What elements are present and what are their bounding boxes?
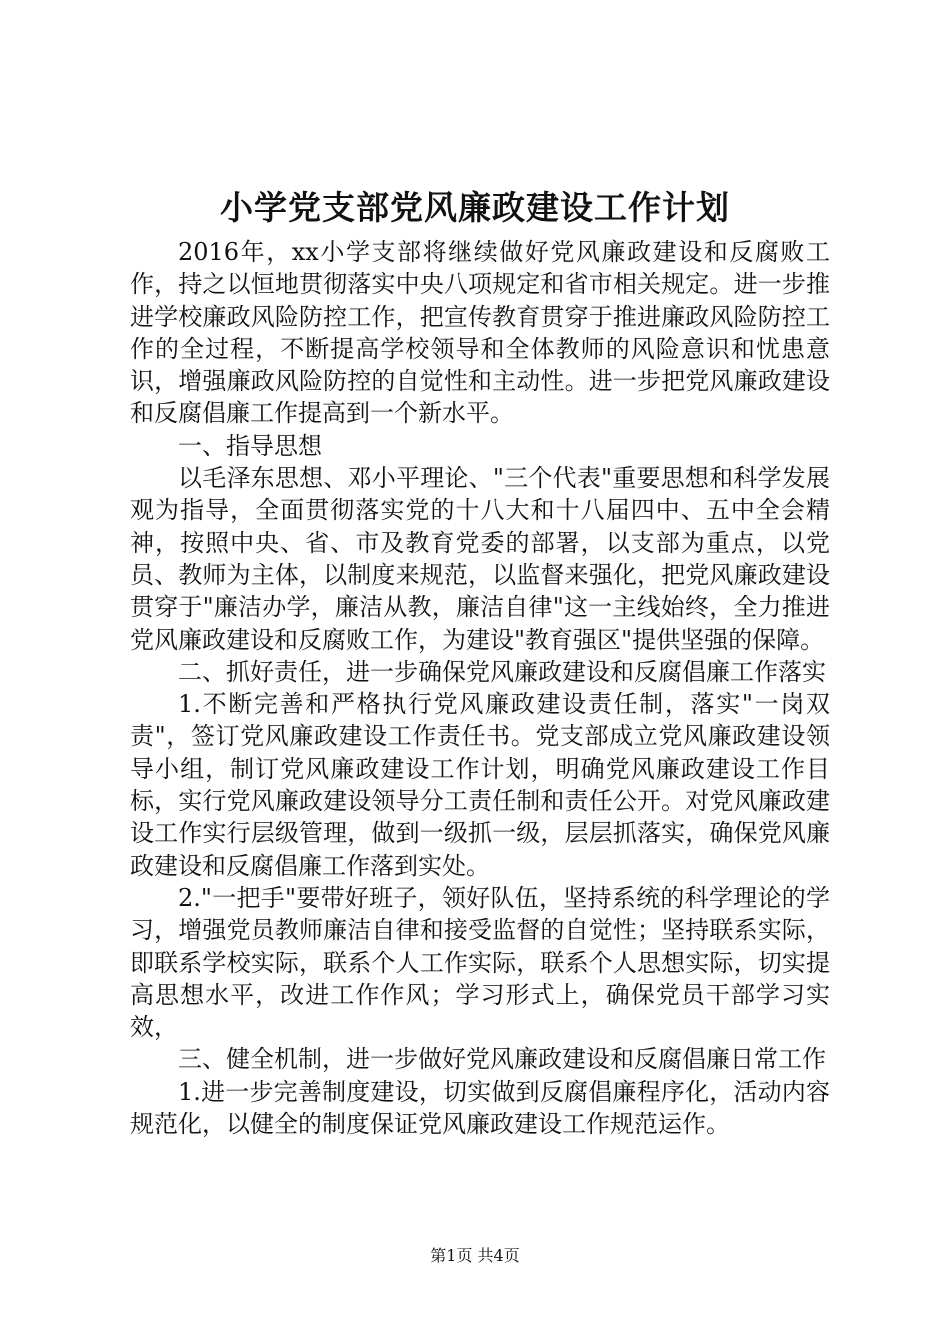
section-heading-responsibility: 二、抓好责任，进一步确保党风廉政建设和反腐倡廉工作落实 xyxy=(178,657,826,686)
responsibility-item-2: 2."一把手"要带好班子，领好队伍，坚持系统的科学理论的学习，增强党员教师廉洁自律和接受监督的自觉性；坚持联系实际，即联系学校实际，联系个人工作实际，联系个人思想实际，切实提高思想水平，改进工作作风；学习形式上，确保党员干部学习实效， xyxy=(130,883,830,1042)
section-heading-mechanism: 三、健全机制，进一步做好党风廉政建设和反腐倡廉日常工作 xyxy=(178,1045,826,1074)
intro-paragraph: 2016年，xx小学支部将继续做好党风廉政建设和反腐败工作，持之以恒地贯彻落实中央八项规定和省市相关规定。进一步推进学校廉政风险防控工作，把宣传教育贯穿于推进廉政风险防控工作的全过程，不断提高学校领导和全体教师的风险意识和忧患意识，增强廉政风险防控的自觉性和主动性。进一步把党风廉政建设和反腐倡廉工作提高到一个新水平。 xyxy=(130,238,830,428)
guiding-ideology-paragraph: 以毛泽东思想、邓小平理论、"三个代表"重要思想和科学发展观为指导，全面贯彻落实党的十八大和十八届四中、五中全会精神，按照中央、省、市及教育党委的部署，以支部为重点，以党员、教师为主体，以制度来规范，以监督来强化，把党风廉政建设贯穿于"廉洁办学，廉洁从教，廉洁自律"这一主线始终，全力推进党风廉政建设和反腐败工作，为建设"教育强区"提供坚强的保障。 xyxy=(130,464,830,654)
document-body xyxy=(130,236,830,1140)
responsibility-item-1: 1.不断完善和严格执行党风廉政建设责任制，落实"一岗双责"，签订党风廉政建设工作责任书。党支部成立党风廉政建设领导小组，制订党风廉政建设工作计划，明确党风廉政建设工作目标，实行党风廉政建设领导分工责任制和责任公开。对党风廉政建设工作实行层级管理，做到一级抓一级，层层抓落实，确保党风廉政建设和反腐倡廉工作落到实处。 xyxy=(130,690,830,880)
section-heading-guiding-ideology: 一、指导思想 xyxy=(178,431,322,460)
mechanism-item-1: 1.进一步完善制度建设，切实做到反腐倡廉程序化，活动内容规范化，以健全的制度保证党风廉政建设工作规范运作。 xyxy=(130,1077,830,1139)
page-number-footer: 第1页 共4页 xyxy=(430,1246,520,1265)
document-title: 小学党支部党风廉政建设工作计划 xyxy=(220,188,730,227)
